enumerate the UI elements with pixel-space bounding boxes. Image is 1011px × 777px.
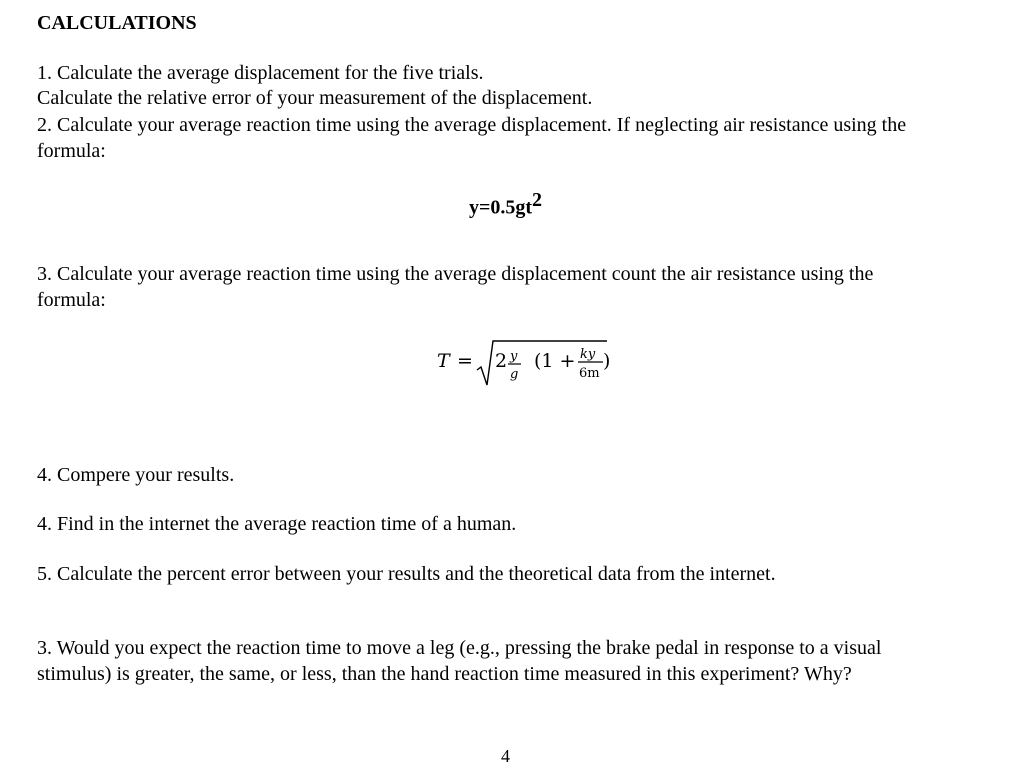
formula-lhs: T: [437, 350, 450, 372]
item-2-line-1: 2. Calculate your average reaction time using the average displacement. If neglecting air resistance using the: [37, 114, 907, 136]
equation-air-resistance: [437, 333, 657, 393]
item-5-percent-error: 5. Calculate the percent error between your results and the theoretical data from the internet.: [37, 563, 776, 585]
item-4-find: 4. Find in the internet the average reaction time of a human.: [37, 513, 517, 535]
fraction-1-denominator: g: [510, 367, 519, 382]
fraction-1-numerator: y: [510, 349, 518, 364]
equation-free-fall-exponent: 2: [532, 189, 543, 211]
question-line-1: 3. Would you expect the reaction time to move a leg (e.g., pressing the brake pedal in response to a visual: [37, 637, 882, 659]
page-number: 4: [501, 746, 510, 766]
section-heading: CALCULATIONS: [37, 12, 197, 34]
item-2-line-2: formula:: [37, 140, 106, 162]
equation-air-resistance-svg: [437, 333, 657, 393]
formula-open-paren: (1 +: [534, 350, 576, 372]
formula-close-paren: ): [603, 350, 611, 372]
item-3-line-1: 3. Calculate your average reaction time using the average displacement count the air resistance using the: [37, 263, 874, 285]
fraction-2-denominator: 6m: [579, 366, 600, 381]
question-line-2: stimulus) is greater, the same, or less, than the hand reaction time measured in this experiment? Why?: [37, 663, 852, 685]
formula-equals: =: [457, 350, 473, 372]
fraction-2-numerator: ky: [580, 347, 596, 362]
formula-two: 2: [495, 350, 508, 372]
item-4-compare: 4. Compere your results.: [37, 464, 235, 486]
item-1-line-2: Calculate the relative error of your measurement of the displacement.: [37, 87, 593, 109]
equation-free-fall: [0, 188, 1011, 221]
equation-free-fall-base: y=0.5gt: [468, 196, 533, 219]
item-1-line-1: 1. Calculate the average displacement for the five trials.: [37, 62, 484, 84]
item-3-line-2: formula:: [37, 289, 106, 311]
